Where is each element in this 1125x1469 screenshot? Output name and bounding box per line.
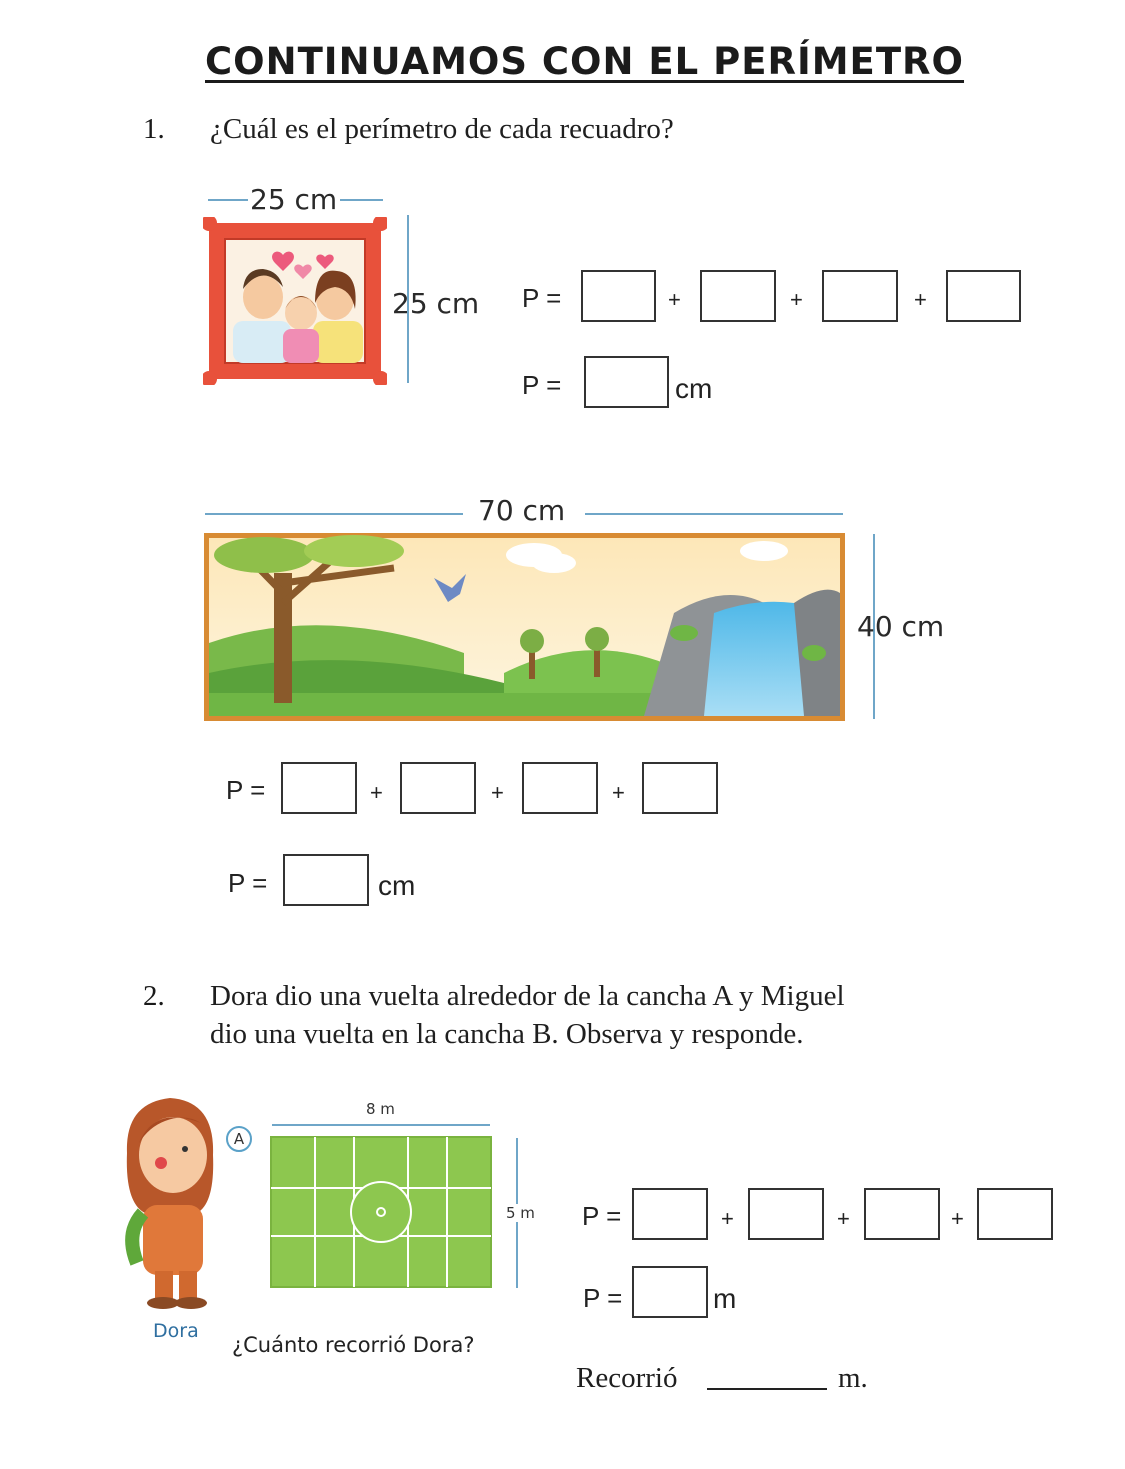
plus-sign: + — [491, 780, 504, 805]
field-side-2-box[interactable] — [748, 1188, 824, 1240]
question-1-number: 1. — [143, 113, 165, 145]
landscape-p-label: P = — [226, 775, 266, 805]
question-1-text: ¿Cuál es el perímetro de cada recuadro? — [210, 113, 674, 145]
frame-side-3-box[interactable] — [822, 270, 898, 322]
field-a-label: A — [226, 1126, 252, 1152]
field-width-label: 8 m — [366, 1100, 395, 1118]
dora-name-label: Dora — [153, 1320, 199, 1342]
frame-height-label: 25 cm — [392, 287, 480, 320]
field-side-1-box[interactable] — [632, 1188, 708, 1240]
answer-suffix: m. — [838, 1362, 868, 1394]
frame-width-line-left — [208, 199, 248, 201]
frame-side-4-box[interactable] — [946, 270, 1021, 322]
landscape-side-1-box[interactable] — [281, 762, 357, 814]
frame-total-p-label: P = — [522, 370, 562, 400]
plus-sign: + — [668, 287, 681, 312]
plus-sign: + — [370, 780, 383, 805]
landscape-width-label: 70 cm — [478, 494, 566, 527]
landscape-height-label: 40 cm — [857, 610, 945, 643]
frame-side-2-box[interactable] — [700, 270, 776, 322]
question-2-line-2: dio una vuelta en la cancha B. Observa y responde. — [210, 1018, 804, 1050]
landscape-total-p-label: P = — [228, 868, 268, 898]
plus-sign: + — [914, 287, 927, 312]
field-a-image[interactable] — [270, 1136, 492, 1288]
frame-p-label: P = — [522, 283, 562, 313]
question-2-line-1: Dora dio una vuelta alrededor de la cancha A y Miguel — [210, 980, 845, 1012]
field-total-p-label: P = — [583, 1283, 623, 1313]
field-side-4-box[interactable] — [977, 1188, 1053, 1240]
dora-question: ¿Cuánto recorrió Dora? — [232, 1333, 475, 1357]
question-2-number: 2. — [143, 980, 165, 1012]
landscape-total-box[interactable] — [283, 854, 369, 906]
field-width-line — [272, 1124, 490, 1126]
answer-blank[interactable] — [707, 1388, 827, 1390]
plus-sign: + — [612, 780, 625, 805]
field-total-box[interactable] — [632, 1266, 708, 1318]
frame-width-line-right — [340, 199, 383, 201]
landscape-width-line-right — [585, 513, 843, 515]
landscape-waterfall-image — [204, 533, 845, 721]
frame-side-1-box[interactable] — [581, 270, 656, 322]
landscape-width-line-left — [205, 513, 463, 515]
dora-character-image — [115, 1093, 225, 1313]
plus-sign: + — [951, 1206, 964, 1231]
landscape-side-2-box[interactable] — [400, 762, 476, 814]
field-side-3-box[interactable] — [864, 1188, 940, 1240]
frame-width-label: 25 cm — [250, 183, 338, 216]
page-title: CONTINUAMOS CON EL PERÍMETRO — [205, 40, 965, 83]
frame-total-unit: cm — [675, 373, 713, 404]
field-p-label: P = — [582, 1201, 622, 1231]
family-photo-frame-image — [203, 217, 387, 385]
landscape-total-unit: cm — [378, 870, 416, 901]
field-height-label: 5 m — [506, 1204, 535, 1222]
plus-sign: + — [721, 1206, 734, 1231]
landscape-side-4-box[interactable] — [642, 762, 718, 814]
landscape-side-3-box[interactable] — [522, 762, 598, 814]
field-total-unit: m — [713, 1283, 737, 1314]
frame-total-box[interactable] — [584, 356, 669, 408]
answer-prefix: Recorrió — [576, 1362, 678, 1394]
plus-sign: + — [837, 1206, 850, 1231]
plus-sign: + — [790, 287, 803, 312]
